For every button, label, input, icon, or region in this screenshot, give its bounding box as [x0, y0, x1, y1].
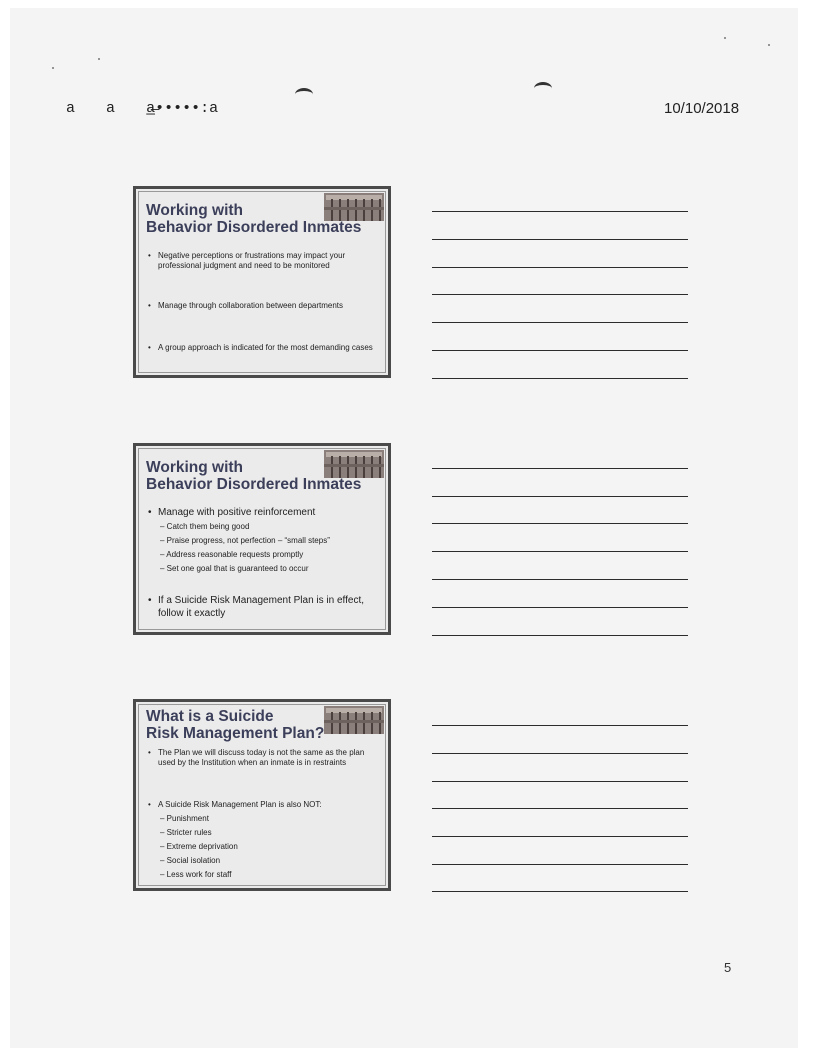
- sub-bullet: – Address reasonable requests promptly: [160, 550, 304, 559]
- notes-line: [432, 211, 688, 212]
- notes-line: [432, 267, 688, 268]
- slide-title-line: What is a Suicide: [146, 708, 274, 725]
- sub-bullet-text: Address reasonable requests promptly: [166, 550, 304, 559]
- notes-line: [432, 864, 688, 865]
- slide-thumbnail: [133, 699, 391, 891]
- notes-line: [432, 781, 688, 782]
- header-date: 10/10/2018: [664, 100, 740, 117]
- bullet-item: • If a Suicide Risk Management Plan is in effect, follow it exactly: [148, 594, 376, 620]
- header-mark: a: [66, 100, 76, 117]
- bullet-item: • A Suicide Risk Management Plan is also NOT:: [148, 800, 376, 810]
- sub-bullet-text: Extreme deprivation: [166, 842, 238, 851]
- bullet-item: • Manage with positive reinforcement: [148, 506, 376, 519]
- notes-line: [432, 294, 688, 295]
- scan-speck: [98, 58, 100, 60]
- slide-title-line: Behavior Disordered Inmates: [146, 219, 362, 236]
- sub-bullet: – Social isolation: [160, 856, 221, 865]
- bullet-text: Manage through collaboration between departments: [158, 301, 344, 310]
- header-garbled-text: [66, 100, 240, 117]
- slide-title: [146, 708, 376, 742]
- bullet-text: Negative perceptions or frustrations may impact your professional judgment and need to be monitored: [158, 251, 346, 270]
- notes-line: [432, 496, 688, 497]
- slide-thumbnail: [133, 443, 391, 635]
- sub-bullet-text: Less work for staff: [166, 870, 232, 879]
- notes-line: [432, 468, 688, 469]
- notes-line: [432, 725, 688, 726]
- sub-bullet: – Less work for staff: [160, 870, 232, 879]
- sub-bullet-text: Catch them being good: [166, 522, 250, 531]
- notes-line: [432, 551, 688, 552]
- sub-bullet: – Praise progress, not perfection – “small steps”: [160, 536, 330, 545]
- bullet-text: If a Suicide Risk Management Plan is in effect, follow it exactly: [158, 595, 365, 619]
- slide-title-line: Working with: [146, 202, 244, 219]
- notes-line: [432, 753, 688, 754]
- header-mark: a: [106, 100, 116, 117]
- slide-title-line: Behavior Disordered Inmates: [146, 476, 362, 493]
- notes-line: [432, 350, 688, 351]
- sub-bullet: – Set one goal that is guaranteed to occur: [160, 564, 309, 573]
- bullet-item: • A group approach is indicated for the most demanding cases: [148, 343, 376, 353]
- punch-hole-mark: [534, 82, 552, 95]
- sub-bullet: – Catch them being good: [160, 522, 250, 531]
- scan-speck: [52, 67, 54, 69]
- notes-line: [432, 322, 688, 323]
- sub-bullet-text: Social isolation: [166, 856, 221, 865]
- bullet-item: • Negative perceptions or frustrations may impact your professional judgment and need to be monitored: [148, 251, 376, 271]
- notes-line: [432, 378, 688, 379]
- notes-line: [432, 836, 688, 837]
- bullet-text: A group approach is indicated for the most demanding cases: [158, 343, 373, 352]
- page-background: [10, 8, 798, 1048]
- notes-line: [432, 607, 688, 608]
- notes-line: [432, 579, 688, 580]
- punch-hole-mark: [295, 88, 313, 101]
- slide-title-line: Working with: [146, 459, 244, 476]
- scan-speck: [724, 37, 726, 39]
- slide-title: [146, 202, 376, 236]
- notes-line: [432, 808, 688, 809]
- header-mark: a̶̲•••••:a: [146, 100, 219, 117]
- sub-bullet-text: Praise progress, not perfection – “small steps”: [166, 536, 330, 545]
- sub-bullet-text: Set one goal that is guaranteed to occur: [166, 564, 309, 573]
- notes-line: [432, 635, 688, 636]
- bullet-item: • Manage through collaboration between departments: [148, 301, 376, 311]
- notes-line: [432, 239, 688, 240]
- sub-bullet: – Punishment: [160, 814, 209, 823]
- bullet-text: The Plan we will discuss today is not the same as the plan used by the Institution when an inmate is in restraints: [158, 748, 365, 767]
- sub-bullet: – Extreme deprivation: [160, 842, 238, 851]
- bullet-text: A Suicide Risk Management Plan is also NOT:: [158, 800, 322, 809]
- scan-speck: [768, 44, 770, 46]
- slide-title: [146, 459, 376, 493]
- sub-bullet-text: Stricter rules: [166, 828, 212, 837]
- sub-bullet: – Stricter rules: [160, 828, 212, 837]
- sub-bullet-text: Punishment: [166, 814, 209, 823]
- bullet-text: Manage with positive reinforcement: [158, 507, 316, 518]
- slide-thumbnail: [133, 186, 391, 378]
- page-number: 5: [724, 960, 732, 975]
- notes-line: [432, 523, 688, 524]
- slide-title-line: Risk Management Plan?: [146, 725, 325, 742]
- bullet-item: • The Plan we will discuss today is not the same as the plan used by the Institution when an inmate is in restraints: [148, 748, 376, 768]
- notes-line: [432, 891, 688, 892]
